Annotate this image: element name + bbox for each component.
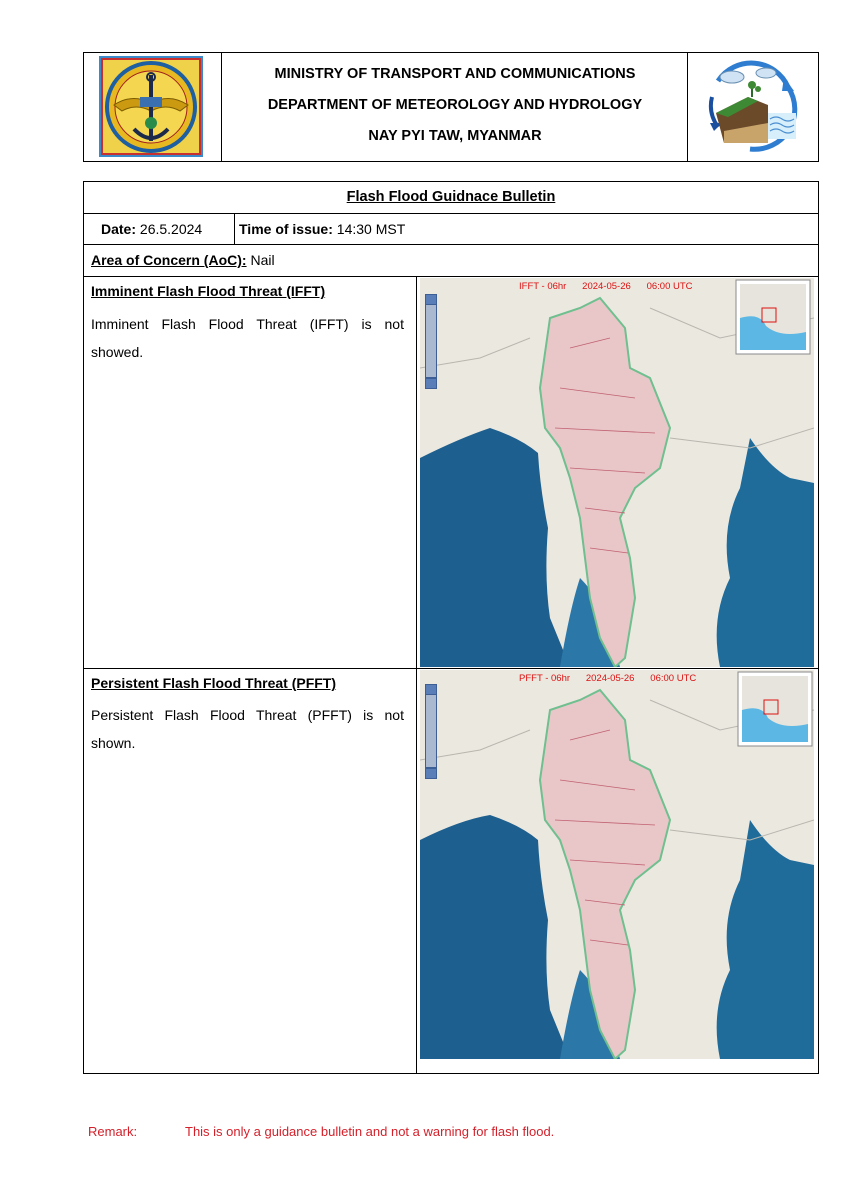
ifft-map	[420, 278, 814, 667]
remark	[88, 1124, 554, 1139]
pfft-map-graphic	[420, 670, 814, 1059]
bulletin-title: Flash Flood Guidnace Bulletin	[346, 189, 556, 205]
ifft-map-graphic	[420, 278, 814, 667]
time-label: Time of issue:	[239, 221, 333, 237]
aoc-label: Area of Concern (AoC):	[91, 252, 247, 268]
date-label: Date:	[101, 221, 137, 237]
ifft-zoom-slider[interactable]	[425, 304, 437, 378]
remark-text: This is only a guidance bulletin and not a warning for flash flood.	[185, 1124, 555, 1139]
time-value: 14:30 MST	[336, 221, 406, 237]
ifft-map-label: IFFT - 06hr 2024-05-26 06:00 UTC	[519, 281, 693, 292]
ifft-text: Imminent Flash Flood Threat (IFFT) is not showed.	[91, 316, 404, 360]
aoc-value: Nail	[250, 252, 275, 268]
issue-date	[101, 214, 202, 244]
remark-label: Remark:	[88, 1124, 138, 1139]
ministry-name: MINISTRY OF TRANSPORT AND COMMUNICATIONS	[274, 66, 636, 82]
area-of-concern	[91, 245, 275, 275]
hydrology-emblem-icon	[688, 53, 818, 161]
pfft-map-label: PFFT - 06hr 2024-05-26 06:00 UTC	[519, 673, 697, 684]
letterhead	[83, 52, 819, 162]
pfft-map	[420, 670, 814, 1059]
pfft-zoom-out-button[interactable]	[425, 768, 437, 779]
ifft-zoom-out-button[interactable]	[425, 378, 437, 389]
pfft-heading: Persistent Flash Flood Threat (PFFT)	[91, 675, 337, 691]
pfft-zoom-slider[interactable]	[425, 694, 437, 768]
letterhead-titles	[222, 53, 688, 161]
left-logo-cell	[84, 53, 222, 161]
date-value: 26.5.2024	[139, 221, 203, 237]
location-name: NAY PYI TAW, MYANMAR	[368, 128, 542, 144]
pfft-text: Persistent Flash Flood Threat (PFFT) is not shown.	[91, 707, 404, 751]
right-logo-cell	[687, 53, 818, 161]
bulletin-table	[83, 181, 819, 1074]
issue-time	[239, 214, 405, 244]
ifft-heading: Imminent Flash Flood Threat (IFFT)	[91, 283, 326, 299]
department-name: DEPARTMENT OF METEOROLOGY AND HYDROLOGY	[267, 97, 643, 113]
ministry-emblem-icon	[84, 53, 221, 161]
